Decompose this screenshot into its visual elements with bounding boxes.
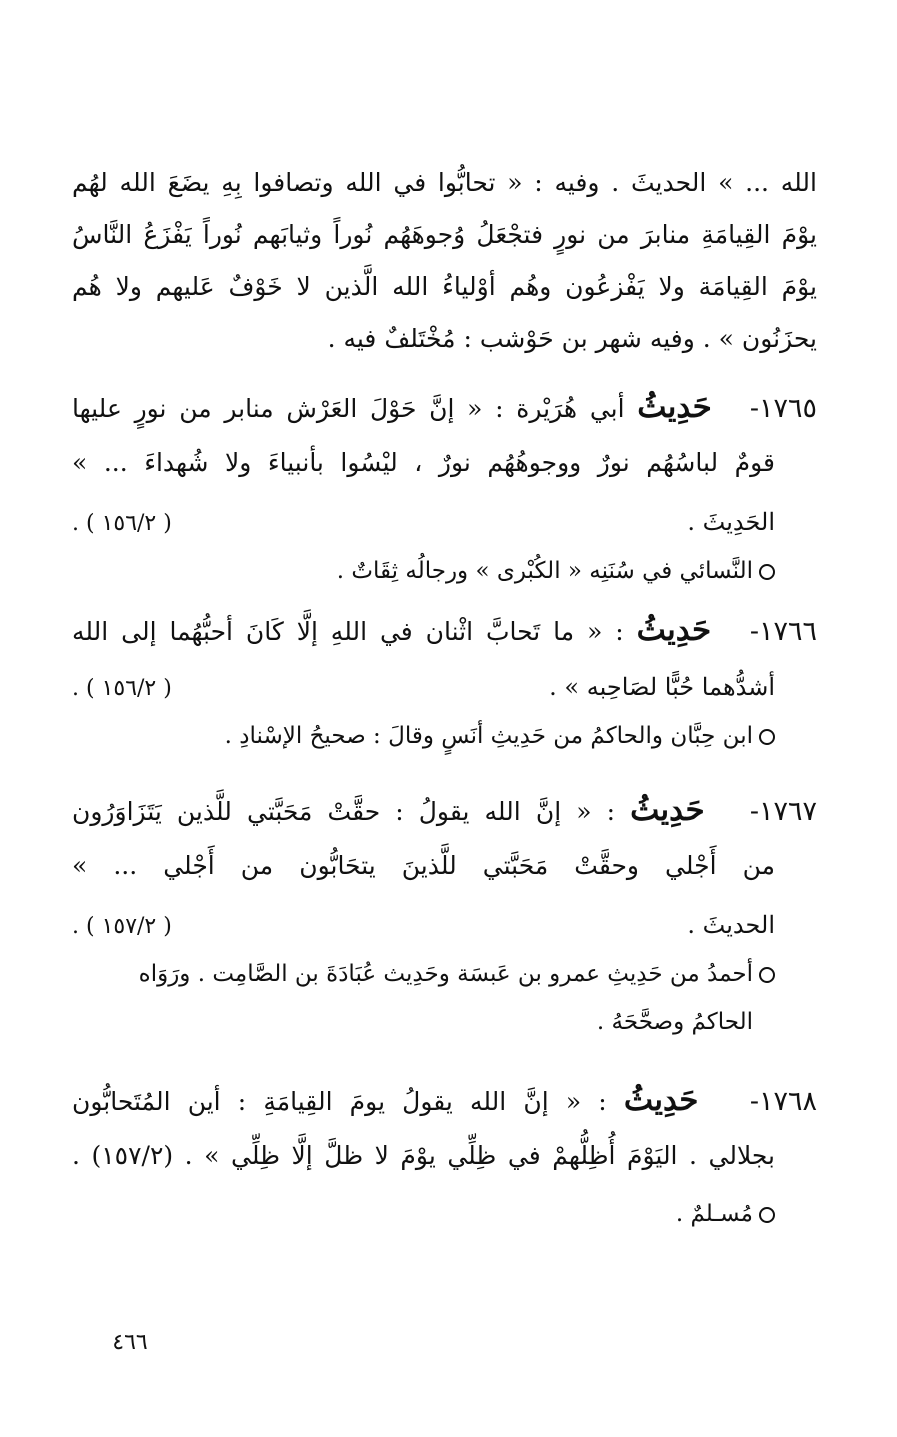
hadith-reference: ( ١٥٦/٢ ) . xyxy=(72,511,172,536)
hadith-keyword: حَدِيثُ xyxy=(637,389,712,425)
hadith-keyword: حَدِيثُ xyxy=(636,612,712,648)
intro-paragraph xyxy=(72,170,817,378)
hadith-first-line xyxy=(72,1082,817,1143)
hadith-first-line xyxy=(72,389,818,450)
hadith-1766 xyxy=(72,612,818,771)
circle-bullet-icon xyxy=(759,967,775,983)
page-number: ٤٦٦ xyxy=(112,1330,148,1355)
hadith-number: ١٧٦٨- xyxy=(749,1086,817,1117)
hadith-keyword: حَدِيثُ xyxy=(630,792,705,828)
hadith-number: ١٧٦٥- xyxy=(749,393,818,424)
hadith-last-text: الحَدِيثَ . xyxy=(687,508,775,536)
hadith-first-line xyxy=(72,792,818,853)
hadith-line: قومٌ لباسُهُم نورٌ ووجوهُهُم نورٌ ، ليْسُوا بأنبياءَ ولا شُهداءَ ... » xyxy=(72,448,775,477)
hadith-text: : « ما تَحابَّ اثْنان في اللهِ إلَّا كَانَ أحبُّهُما إلى الله xyxy=(72,617,624,646)
note-text: النَّسائي في سُنَنِه « الكُبْرى » ورجالُه ثِقَاتٌ . xyxy=(336,558,753,584)
hadith-text: : « إنَّ الله يقولُ يومَ القِيامَةِ : أين المُتَحابُّون xyxy=(72,1087,607,1116)
intro-line: يوْمَ القِيامَة ولا يَفْزعُون وهُم أوْلياءُ الله الَّذين لا خَوْفٌ عَليهم ولا هُم xyxy=(72,272,817,301)
note-text: ابن حِبَّان والحاكمُ من حَدِيثِ أنَسٍ وقالَ : صحيحُ الإسْنادِ . xyxy=(224,723,753,749)
hadith-1767 xyxy=(72,792,818,1057)
hadith-text: أبي هُرَيْرة : « إنَّ حَوْلَ العَرْش منابر من نورٍ عليها xyxy=(72,394,625,423)
note-text: مُسـلمٌ . xyxy=(675,1201,753,1227)
intro-line: الله ... » الحديثَ . وفيه : « تحابُّوا في الله وتصافوا بِهِ يضَعَ الله لهُم xyxy=(72,168,817,197)
hadith-last-text: أشدُّهما حُبًّا لصَاحِبه » . xyxy=(549,673,775,701)
hadith-source-line xyxy=(72,911,817,961)
circle-bullet-icon xyxy=(759,729,775,745)
hadith-source-line xyxy=(72,508,817,558)
hadith-line: من أَجْلي وحقَّتْ مَحَبَّتي للَّذينَ يتحَابُّون من أَجْلي ... » xyxy=(72,851,775,880)
hadith-note xyxy=(72,1201,817,1249)
hadith-source-line xyxy=(72,673,817,723)
hadith-1765 xyxy=(72,389,818,606)
hadith-first-line xyxy=(72,612,818,673)
intro-line: يحزَنُون » . وفيه شهر بن حَوْشب : مُخْتَلفٌ فيه . xyxy=(327,324,817,353)
circle-bullet-icon xyxy=(759,1207,775,1223)
hadith-1768 xyxy=(72,1082,817,1249)
hadith-keyword: حَدِيثُ xyxy=(623,1082,699,1118)
hadith-note xyxy=(72,723,817,771)
intro-line: يوْمَ القِيامَةِ منابرَ من نورٍ فتجْعَلُ وُجوهَهُم نُوراً وثيابَهم نُوراً يَفْزَعُ النَّاسُ xyxy=(72,220,817,249)
hadith-line: بجلالي . اليَوْمَ أُظِلُّهمْ في ظِلِّي يوْمَ لا ظلَّ إلَّا ظِلِّي » . (١٥٧/٢) . xyxy=(72,1141,775,1170)
hadith-note xyxy=(72,961,817,1009)
note-text: أحمدُ من حَدِيثِ عمرو بن عَبسَة وحَدِيث عُبَادَةَ بن الصَّامِت . ورَوَاه xyxy=(138,961,753,987)
hadith-reference: ( ١٥٦/٢ ) . xyxy=(72,676,172,701)
hadith-note-continuation: الحاكمُ وصحَّحَهُ . xyxy=(596,1009,753,1035)
hadith-reference: ( ١٥٧/٢ ) . xyxy=(72,914,172,939)
hadith-text: : « إنَّ الله يقولُ : حقَّتْ مَحَبَّتي للَّذين يَتَزَاوَرُون xyxy=(72,797,616,826)
hadith-last-text: الحديثَ . xyxy=(687,911,775,939)
hadith-note xyxy=(72,558,817,606)
hadith-number: ١٧٦٧- xyxy=(749,796,818,827)
circle-bullet-icon xyxy=(759,564,775,580)
hadith-number: ١٧٦٦- xyxy=(749,616,818,647)
